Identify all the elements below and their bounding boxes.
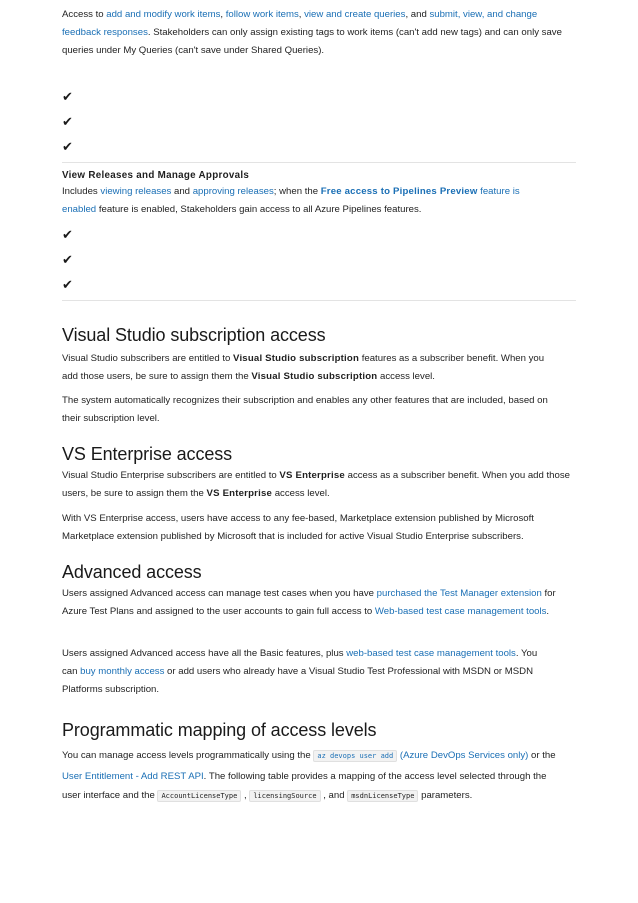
- azure-devops-services-only-link[interactable]: (Azure DevOps Services only): [399, 750, 529, 761]
- licensing-source-code: licensingSource: [249, 790, 320, 802]
- account-license-type-code: AccountLicenseType: [157, 790, 241, 802]
- text: or the: [528, 750, 556, 761]
- web-based-test-case-management-link[interactable]: Web-based test case management tools: [374, 606, 547, 617]
- check-icon: ✔: [62, 140, 73, 155]
- text: access level.: [272, 488, 330, 499]
- text: Users assigned Advanced access can manage test cases when you have: [62, 588, 377, 599]
- vs-enterprise-heading: VS Enterprise access: [62, 444, 233, 464]
- az-devops-user-add-code-link[interactable]: az devops user add: [313, 750, 397, 762]
- purchased-test-manager-link[interactable]: purchased the Test Manager extension: [376, 588, 542, 599]
- submit-feedback-link[interactable]: submit, view, and change feedback responses: [62, 9, 538, 38]
- releases-paragraph: [62, 183, 552, 219]
- check-icon: ✔: [62, 115, 73, 130]
- advanced-access-heading: Advanced access: [62, 562, 202, 582]
- text: feature is enabled, Stakeholders gain access to all Azure Pipelines features.: [96, 204, 422, 215]
- stakeholder-checks: [62, 85, 73, 160]
- vs-enterprise-paragraph-2: With VS Enterprise access, users have access to any fee-based, Marketplace extension published by Microsoft Marketplace extension published by Microsoft that is included for active Visual Studio Enterprise subscribers.: [62, 513, 534, 542]
- text: parameters.: [418, 790, 473, 801]
- text: .: [546, 606, 550, 617]
- text: ,: [298, 9, 305, 20]
- programmatic-mapping-heading: Programmatic mapping of access levels: [62, 720, 377, 740]
- viewing-releases-link[interactable]: viewing releases: [100, 186, 172, 197]
- text: , and: [405, 9, 430, 20]
- advanced-paragraph-1: [62, 585, 556, 621]
- text: features as a subscriber benefit. When you add those users, be sure to assign them the: [62, 353, 545, 382]
- vs-subscription-paragraph-2: The system automatically recognizes their subscription and enables any other features that are included, based on their subscription level.: [62, 395, 548, 424]
- check-icon: ✔: [62, 228, 73, 243]
- text: . Stakeholders can only assign existing tags to work items (can't add new tags) and can only save queries under My Queries (can't save under Shared Queries).: [62, 27, 562, 56]
- text: Includes: [62, 186, 101, 197]
- text: for Azure Test Plans and assigned to the user accounts to gain full access to: [62, 588, 556, 617]
- text: ,: [241, 790, 250, 801]
- web-based-test-case-tools-link[interactable]: web-based test case management tools: [346, 648, 516, 659]
- buy-monthly-access-link[interactable]: buy monthly access: [80, 666, 165, 677]
- text: . You can: [62, 648, 538, 677]
- text: Visual Studio Enterprise subscribers are entitled to: [62, 470, 280, 481]
- check-icon: ✔: [62, 90, 73, 105]
- user-entitlement-rest-api-link[interactable]: User Entitlement - Add REST API: [62, 770, 204, 782]
- text: Visual Studio subscribers are entitled to: [62, 353, 234, 364]
- check-icon: ✔: [62, 278, 73, 293]
- bold-text: Visual Studio subscription: [233, 353, 360, 364]
- bold-text: VS Enterprise: [206, 488, 273, 499]
- add-modify-work-items-link[interactable]: add and modify work items: [106, 9, 221, 20]
- text: access level.: [377, 371, 435, 382]
- stakeholder-access-paragraph: [62, 6, 562, 60]
- text: ,: [220, 9, 226, 20]
- divider: [62, 300, 576, 301]
- msdn-license-type-code: msdnLicenseType: [347, 790, 418, 802]
- text: , and: [320, 790, 348, 801]
- check-icon: ✔: [62, 253, 73, 268]
- free-access-pipelines-link[interactable]: Free access to Pipelines Preview: [320, 186, 478, 197]
- vs-subscription-heading: Visual Studio subscription access: [62, 325, 326, 345]
- text: or add users who already have a Visual Studio Test Professional with MSDN or MSDN Platforms subscription.: [62, 666, 534, 695]
- text: Users assigned Advanced access have all the Basic features, plus: [62, 648, 347, 659]
- advanced-paragraph-2: [62, 645, 552, 699]
- releases-subheading: View Releases and Manage Approvals: [62, 170, 250, 181]
- text: . The following table provides a mapping of the access level selected through the user interface and the: [62, 770, 547, 801]
- divider: [62, 162, 576, 163]
- feature-enabled-link[interactable]: feature is enabled: [62, 186, 520, 215]
- bold-text: Visual Studio subscription: [251, 371, 378, 382]
- text: You can manage access levels programmatically using the: [62, 750, 314, 761]
- vs-enterprise-paragraph-1: [62, 467, 576, 503]
- text: ; when the: [273, 186, 321, 197]
- follow-work-items-link[interactable]: follow work items: [225, 9, 299, 20]
- view-create-queries-link[interactable]: view and create queries: [304, 9, 406, 20]
- approving-releases-link[interactable]: approving releases: [192, 186, 274, 197]
- vs-subscription-paragraph-1: [62, 350, 562, 386]
- text: Access to: [62, 9, 107, 20]
- bold-text: VS Enterprise: [279, 470, 345, 481]
- releases-checks: [62, 223, 73, 298]
- text: and: [171, 186, 193, 197]
- text: access as a subscriber benefit. When you add those users, be sure to assign them the: [62, 470, 570, 499]
- programmatic-paragraph: [62, 746, 562, 807]
